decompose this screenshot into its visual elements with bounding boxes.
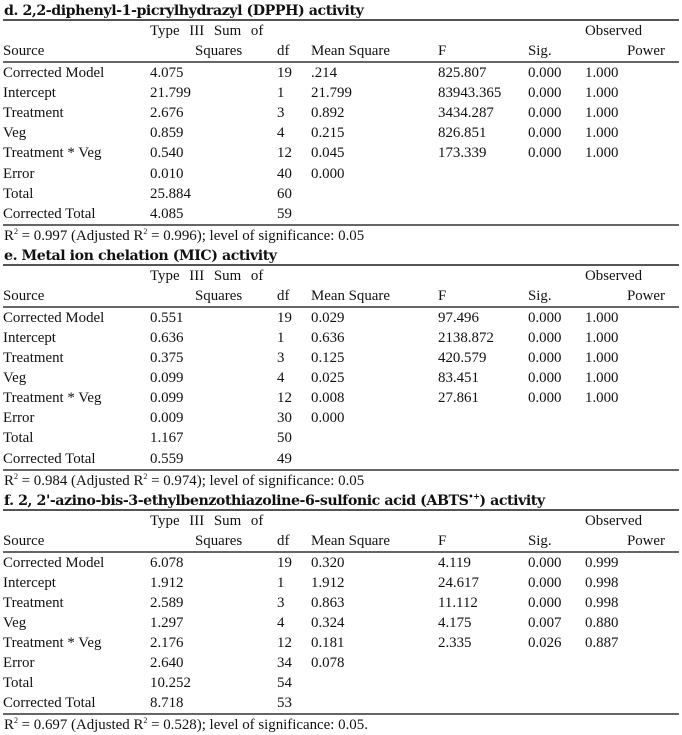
cell-observed-power [585, 693, 679, 714]
header-row-top [3, 511, 679, 531]
cell-f: 420.579 [438, 348, 528, 368]
header-sum-of-squares-top: Type III Sum of [150, 21, 277, 41]
cell-source: Total [3, 673, 150, 693]
cell-df: 54 [277, 673, 311, 693]
cell-sig [528, 693, 585, 714]
header-observed-power-bottom: Power [585, 286, 679, 307]
cell-df: 53 [277, 693, 311, 714]
cell-sum-of-squares: 0.859 [150, 123, 277, 143]
cell-observed-power: 0.887 [585, 633, 679, 653]
cell-observed-power: 1.000 [585, 368, 679, 388]
cell-sig: 0.000 [528, 103, 585, 123]
cell-source: Error [3, 408, 150, 428]
cell-sig: 0.000 [528, 368, 585, 388]
cell-sig: 0.007 [528, 613, 585, 633]
cell-sig [528, 653, 585, 673]
cell-sum-of-squares: 6.078 [150, 552, 277, 573]
cell-source: Error [3, 653, 150, 673]
cell-sum-of-squares: 1.167 [150, 428, 277, 448]
cell-mean-square: 0.125 [311, 348, 438, 368]
cell-source: Total [3, 428, 150, 448]
cell-sum-of-squares: 2.676 [150, 103, 277, 123]
cell-df: 1 [277, 328, 311, 348]
cell-mean-square: 0.863 [311, 593, 438, 613]
cell-df: 12 [277, 388, 311, 408]
r-squared-label: R [4, 717, 14, 733]
adjusted-r-squared-value: = 0.974); level of significance: 0.05 [147, 473, 364, 489]
section-title [3, 1, 679, 21]
radical-cation-superscript: •+ [468, 491, 479, 501]
r-squared-value: = 0.997 (Adjusted R [18, 228, 143, 244]
header-blank [311, 266, 438, 286]
cell-f: 2138.872 [438, 328, 528, 348]
cell-mean-square: .214 [311, 62, 438, 83]
cell-f [438, 673, 528, 693]
section-title-text: d. 2,2-diphenyl-1-picrylhydrazyl (DPPH) activity [4, 3, 363, 19]
cell-df: 3 [277, 103, 311, 123]
cell-sum-of-squares: 0.375 [150, 348, 277, 368]
cell-sum-of-squares: 4.075 [150, 62, 277, 83]
cell-df: 3 [277, 593, 311, 613]
cell-f [438, 653, 528, 673]
header-sig: Sig. [528, 531, 585, 552]
cell-sum-of-squares: 1.297 [150, 613, 277, 633]
header-sig: Sig. [528, 286, 585, 307]
cell-mean-square [311, 448, 438, 469]
cell-sum-of-squares: 25.884 [150, 184, 277, 204]
cell-source: Intercept [3, 328, 150, 348]
r-squared-label: R [4, 228, 14, 244]
cell-observed-power: 1.000 [585, 328, 679, 348]
table-row [3, 143, 679, 163]
cell-sum-of-squares: 10.252 [150, 673, 277, 693]
header-blank [438, 266, 528, 286]
cell-source: Corrected Model [3, 552, 150, 573]
cell-df: 12 [277, 143, 311, 163]
cell-sum-of-squares: 21.799 [150, 83, 277, 103]
header-sum-of-squares-top: Type III Sum of [150, 266, 277, 286]
header-df: df [277, 41, 311, 62]
cell-sum-of-squares: 0.010 [150, 163, 277, 183]
cell-sum-of-squares: 2.176 [150, 633, 277, 653]
cell-observed-power [585, 163, 679, 183]
cell-sum-of-squares: 0.099 [150, 368, 277, 388]
cell-mean-square: 0.008 [311, 388, 438, 408]
cell-sum-of-squares: 0.099 [150, 388, 277, 408]
cell-sum-of-squares: 2.640 [150, 653, 277, 673]
cell-mean-square: 0.025 [311, 368, 438, 388]
cell-sig [528, 428, 585, 448]
header-observed-power-bottom: Power [585, 41, 679, 62]
cell-sig: 0.000 [528, 307, 585, 328]
header-source: Source [3, 41, 150, 62]
cell-sum-of-squares: 2.589 [150, 593, 277, 613]
table-row [3, 428, 679, 448]
table-row [3, 448, 679, 469]
table-row [3, 653, 679, 673]
r-squared-value: = 0.697 (Adjusted R [18, 717, 143, 733]
cell-observed-power: 1.000 [585, 103, 679, 123]
cell-source: Corrected Total [3, 693, 150, 714]
header-row-top [3, 266, 679, 286]
section-title [3, 491, 679, 511]
r-squared-value: = 0.984 (Adjusted R [18, 473, 143, 489]
cell-sig: 0.000 [528, 593, 585, 613]
cell-source: Treatment [3, 348, 150, 368]
cell-source: Intercept [3, 573, 150, 593]
header-observed-power-top: Observed [585, 21, 679, 41]
cell-mean-square: 0.181 [311, 633, 438, 653]
header-mean-square: Mean Square [311, 531, 438, 552]
table-row [3, 83, 679, 103]
table-footnote [3, 715, 679, 735]
cell-source: Corrected Total [3, 448, 150, 469]
cell-source: Treatment * Veg [3, 633, 150, 653]
header-sum-of-squares-bottom: Squares [150, 286, 277, 307]
cell-source: Corrected Total [3, 204, 150, 225]
header-blank [528, 266, 585, 286]
table-row [3, 408, 679, 428]
header-observed-power-top: Observed [585, 511, 679, 531]
cell-sum-of-squares: 8.718 [150, 693, 277, 714]
table-row [3, 204, 679, 225]
anova-section-dpph [3, 1, 679, 246]
cell-sig: 0.000 [528, 62, 585, 83]
table-row [3, 328, 679, 348]
cell-sum-of-squares: 4.085 [150, 204, 277, 225]
header-blank [277, 266, 311, 286]
anova-table [3, 511, 679, 716]
cell-sum-of-squares: 0.551 [150, 307, 277, 328]
cell-mean-square: 0.324 [311, 613, 438, 633]
cell-sig: 0.000 [528, 143, 585, 163]
header-sig: Sig. [528, 41, 585, 62]
header-blank [311, 21, 438, 41]
cell-mean-square: 0.000 [311, 408, 438, 428]
cell-source: Treatment * Veg [3, 143, 150, 163]
cell-f: 24.617 [438, 573, 528, 593]
table-row [3, 103, 679, 123]
cell-mean-square [311, 693, 438, 714]
cell-f: 4.119 [438, 552, 528, 573]
header-df: df [277, 286, 311, 307]
cell-mean-square: 21.799 [311, 83, 438, 103]
cell-mean-square: 0.045 [311, 143, 438, 163]
cell-df: 50 [277, 428, 311, 448]
cell-source: Veg [3, 613, 150, 633]
cell-df: 40 [277, 163, 311, 183]
cell-df: 19 [277, 62, 311, 83]
cell-sig: 0.000 [528, 83, 585, 103]
cell-source: Veg [3, 368, 150, 388]
cell-sig [528, 673, 585, 693]
header-sum-of-squares-top: Type III Sum of [150, 511, 277, 531]
cell-mean-square: 0.078 [311, 653, 438, 673]
table-row [3, 573, 679, 593]
cell-source: Treatment [3, 593, 150, 613]
superscript-2: 2 [14, 227, 18, 236]
header-source: Source [3, 531, 150, 552]
cell-f: 826.851 [438, 123, 528, 143]
header-row-top [3, 21, 679, 41]
cell-f [438, 163, 528, 183]
cell-sig [528, 408, 585, 428]
cell-df: 49 [277, 448, 311, 469]
cell-observed-power: 0.998 [585, 593, 679, 613]
header-blank [3, 511, 150, 531]
table-row [3, 633, 679, 653]
cell-df: 19 [277, 307, 311, 328]
cell-mean-square: 0.029 [311, 307, 438, 328]
cell-sig: 0.026 [528, 633, 585, 653]
cell-source: Total [3, 184, 150, 204]
cell-df: 1 [277, 83, 311, 103]
anova-section-abts [3, 491, 679, 735]
cell-f [438, 204, 528, 225]
cell-df: 4 [277, 368, 311, 388]
cell-observed-power: 0.998 [585, 573, 679, 593]
cell-f [438, 408, 528, 428]
cell-f [438, 428, 528, 448]
cell-source: Error [3, 163, 150, 183]
r-squared-label: R [4, 473, 14, 489]
cell-f: 3434.287 [438, 103, 528, 123]
table-row [3, 348, 679, 368]
cell-df: 19 [277, 552, 311, 573]
cell-f [438, 184, 528, 204]
cell-f: 2.335 [438, 633, 528, 653]
header-sum-of-squares-bottom: Squares [150, 41, 277, 62]
cell-source: Veg [3, 123, 150, 143]
cell-f: 173.339 [438, 143, 528, 163]
table-row [3, 552, 679, 573]
cell-f: 97.496 [438, 307, 528, 328]
cell-observed-power: 1.000 [585, 83, 679, 103]
cell-mean-square: 0.000 [311, 163, 438, 183]
cell-f: 83.451 [438, 368, 528, 388]
cell-f: 11.112 [438, 593, 528, 613]
cell-f: 27.861 [438, 388, 528, 408]
cell-sum-of-squares: 0.559 [150, 448, 277, 469]
cell-observed-power: 0.880 [585, 613, 679, 633]
table-footnote [3, 226, 679, 246]
cell-f: 825.807 [438, 62, 528, 83]
header-f: F [438, 286, 528, 307]
cell-mean-square: 0.892 [311, 103, 438, 123]
cell-df: 1 [277, 573, 311, 593]
table-row [3, 163, 679, 183]
cell-f [438, 693, 528, 714]
superscript-2: 2 [143, 716, 147, 725]
header-mean-square: Mean Square [311, 41, 438, 62]
table-row [3, 307, 679, 328]
cell-sig: 0.000 [528, 552, 585, 573]
cell-source: Intercept [3, 83, 150, 103]
table-row [3, 368, 679, 388]
cell-observed-power: 1.000 [585, 123, 679, 143]
header-blank [438, 21, 528, 41]
anova-table [3, 266, 679, 471]
cell-source: Corrected Model [3, 307, 150, 328]
cell-observed-power: 1.000 [585, 307, 679, 328]
adjusted-r-squared-value: = 0.996); level of significance: 0.05 [147, 228, 364, 244]
cell-observed-power [585, 653, 679, 673]
cell-observed-power [585, 204, 679, 225]
cell-df: 3 [277, 348, 311, 368]
table-row [3, 673, 679, 693]
cell-source: Treatment * Veg [3, 388, 150, 408]
cell-observed-power: 1.000 [585, 143, 679, 163]
table-row [3, 593, 679, 613]
cell-observed-power [585, 673, 679, 693]
cell-sig: 0.000 [528, 328, 585, 348]
table-row [3, 693, 679, 714]
section-title-text: e. Metal ion chelation (MIC) activity [4, 248, 277, 264]
table-row [3, 123, 679, 143]
section-title-text: f. 2, 2'-azino-bis-3-ethylbenzothiazoline-6-sulfonic acid (ABTS [4, 493, 468, 509]
cell-observed-power [585, 408, 679, 428]
cell-observed-power: 1.000 [585, 388, 679, 408]
cell-mean-square [311, 673, 438, 693]
cell-sig: 0.000 [528, 573, 585, 593]
anova-table [3, 21, 679, 226]
cell-df: 59 [277, 204, 311, 225]
header-mean-square: Mean Square [311, 286, 438, 307]
header-blank [277, 21, 311, 41]
header-blank [438, 511, 528, 531]
header-f: F [438, 41, 528, 62]
cell-mean-square [311, 204, 438, 225]
cell-sig: 0.000 [528, 388, 585, 408]
cell-mean-square: 1.912 [311, 573, 438, 593]
cell-sig [528, 163, 585, 183]
header-blank [3, 266, 150, 286]
cell-df: 30 [277, 408, 311, 428]
cell-df: 4 [277, 613, 311, 633]
superscript-2: 2 [143, 227, 147, 236]
cell-mean-square: 0.320 [311, 552, 438, 573]
cell-df: 4 [277, 123, 311, 143]
table-row [3, 613, 679, 633]
cell-f [438, 448, 528, 469]
header-blank [528, 511, 585, 531]
cell-observed-power: 1.000 [585, 62, 679, 83]
cell-observed-power [585, 428, 679, 448]
cell-f: 4.175 [438, 613, 528, 633]
header-row-bottom [3, 41, 679, 62]
cell-observed-power: 0.999 [585, 552, 679, 573]
cell-source: Corrected Model [3, 62, 150, 83]
header-observed-power-bottom: Power [585, 531, 679, 552]
cell-sig [528, 184, 585, 204]
anova-section-mic [3, 246, 679, 491]
cell-source: Treatment [3, 103, 150, 123]
cell-observed-power [585, 448, 679, 469]
cell-df: 12 [277, 633, 311, 653]
cell-mean-square: 0.636 [311, 328, 438, 348]
header-source: Source [3, 286, 150, 307]
cell-sum-of-squares: 0.540 [150, 143, 277, 163]
cell-sig: 0.000 [528, 123, 585, 143]
cell-sig [528, 448, 585, 469]
header-row-bottom [3, 531, 679, 552]
header-observed-power-top: Observed [585, 266, 679, 286]
header-blank [528, 21, 585, 41]
cell-sum-of-squares: 0.636 [150, 328, 277, 348]
cell-observed-power [585, 184, 679, 204]
section-title-suffix: ) activity [479, 493, 544, 509]
header-blank [3, 21, 150, 41]
superscript-2: 2 [14, 472, 18, 481]
table-footnote [3, 471, 679, 491]
table-row [3, 388, 679, 408]
cell-df: 60 [277, 184, 311, 204]
cell-observed-power: 1.000 [585, 348, 679, 368]
header-blank [311, 511, 438, 531]
adjusted-r-squared-value: = 0.528); level of significance: 0.05. [147, 717, 368, 733]
table-row [3, 62, 679, 83]
cell-f: 83943.365 [438, 83, 528, 103]
superscript-2: 2 [14, 716, 18, 725]
cell-sig: 0.000 [528, 348, 585, 368]
cell-df: 34 [277, 653, 311, 673]
cell-mean-square: 0.215 [311, 123, 438, 143]
header-df: df [277, 531, 311, 552]
cell-mean-square [311, 184, 438, 204]
header-f: F [438, 531, 528, 552]
table-row [3, 184, 679, 204]
cell-sum-of-squares: 1.912 [150, 573, 277, 593]
header-blank [277, 511, 311, 531]
header-sum-of-squares-bottom: Squares [150, 531, 277, 552]
superscript-2: 2 [143, 472, 147, 481]
header-row-bottom [3, 286, 679, 307]
section-title [3, 246, 679, 266]
cell-sum-of-squares: 0.009 [150, 408, 277, 428]
cell-mean-square [311, 428, 438, 448]
cell-sig [528, 204, 585, 225]
